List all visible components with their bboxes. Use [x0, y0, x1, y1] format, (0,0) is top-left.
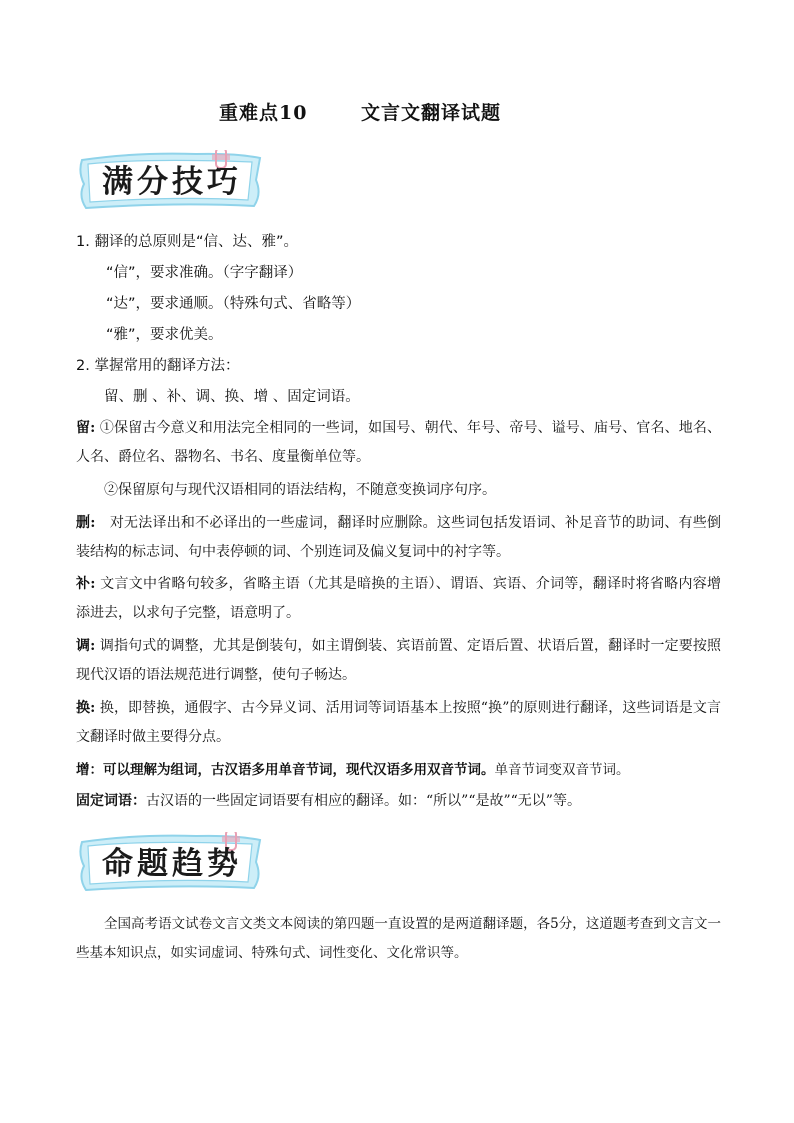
- principle-xin: “信”，要求准确。（字字翻译）: [106, 265, 303, 281]
- method-liu-text: ①保留古今意义和用法完全相同的一些词，如国号、朝代、年号、帝号、谥号、庙号、官名、地名、人名、爵位名、器物名、书名、度量衡单位等。: [76, 420, 721, 465]
- method-huan-text: 换，即替换，通假字、古今异义词、活用词等词语基本上按照“换”的原则进行翻译，这些词语是文言文翻译时做主要得分点。: [76, 700, 721, 745]
- method-zeng-tail: 单音节词变双音节词。: [494, 762, 630, 778]
- method-liu-label: 留:: [76, 420, 96, 436]
- method-tiao-label: 调:: [76, 638, 96, 654]
- method-shan-text: 对无法译出和不必译出的一些虚词，翻译时应删除。这些词包括发语词、补足音节的助词、有些倒装结构的标志词、句中表停顿的词、个别连词及偏义复词中的衬字等。: [76, 515, 721, 560]
- trend-text: 全国高考语文试卷文言文类文本阅读的第四题一直设置的是两道翻译题，各5分，这道题考查到文言文一些基本知识点，如实词虚词、特殊句式、词性变化、文化常识等。: [76, 916, 721, 961]
- banner-full-score-tips: [76, 150, 262, 206]
- principle-line: 1. 翻译的总原则是“信、达、雅”。: [76, 234, 298, 250]
- method-shan-label: 删:: [76, 515, 96, 531]
- method-tiao-text: 调指句式的调整，尤其是倒装句，如主谓倒装、宾语前置、定语后置、状语后置，翻译时一定要按照现代汉语的语法规范进行调整，使句子畅达。: [76, 638, 721, 683]
- trend-paragraph: [76, 910, 721, 968]
- method-liu: [76, 414, 721, 472]
- banner-title: 命题趋势: [102, 846, 242, 882]
- method-liu-2: [104, 476, 721, 505]
- banner-title: 满分技巧: [102, 164, 242, 200]
- method-bu-label: 补:: [76, 576, 96, 592]
- methods-heading: 2. 掌握常用的翻译方法：: [76, 358, 240, 374]
- method-guding-label: 固定词语：: [76, 793, 146, 809]
- method-liu-text-2: ②保留原句与现代汉语相同的语法结构，不随意变换词序句序。: [104, 482, 496, 498]
- method-bu: [76, 570, 721, 628]
- banner-trend: [76, 832, 262, 888]
- methods-list: 留、删 、补、调、换、增 、固定词语。: [104, 389, 360, 405]
- method-zeng: [76, 756, 721, 785]
- method-tiao: [76, 632, 721, 690]
- method-guding: [76, 787, 721, 816]
- page-title: 重难点10 文言文翻译试题: [218, 102, 502, 124]
- method-huan: [76, 694, 721, 752]
- principle-da: “达”，要求通顺。（特殊句式、省略等）: [106, 296, 361, 312]
- method-bu-text: 文言文中省略句较多，省略主语（尤其是暗换的主语）、谓语、宾语、介词等，翻译时将省略内容增添进去，以求句子完整，语意明了。: [76, 576, 722, 621]
- method-shan: [76, 509, 721, 567]
- method-huan-label: 换:: [76, 700, 96, 716]
- method-zeng-text: 增：可以理解为组词，古汉语多用单音节词，现代汉语多用双音节词。: [76, 762, 495, 778]
- method-guding-text: 古汉语的一些固定词语要有相应的翻译。如：“所以”“是故”“无以”等。: [146, 793, 581, 809]
- principle-ya: “雅”，要求优美。: [106, 327, 223, 343]
